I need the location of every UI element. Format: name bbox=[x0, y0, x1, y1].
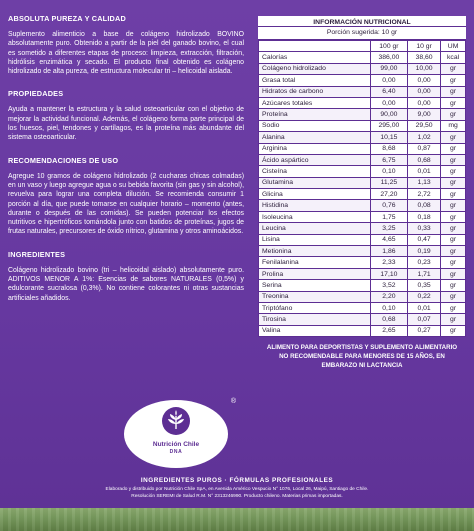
footer bbox=[0, 477, 474, 501]
value-10g: 0,68 bbox=[408, 154, 441, 165]
nutrient-name: Treonina bbox=[259, 291, 371, 302]
nutrition-row bbox=[259, 52, 466, 63]
nutrient-name: Ácido aspártico bbox=[259, 154, 371, 165]
unit: gr bbox=[441, 257, 466, 268]
value-10g: 0,33 bbox=[408, 223, 441, 234]
header-100g: 100 gr bbox=[370, 41, 407, 52]
value-10g: 0,01 bbox=[408, 166, 441, 177]
nutrient-name: Proteína bbox=[259, 109, 371, 120]
section-usage bbox=[8, 156, 244, 237]
unit: gr bbox=[441, 325, 466, 336]
nutrition-row bbox=[259, 63, 466, 74]
nutrient-name: Fenilalanina bbox=[259, 257, 371, 268]
section-ingredients bbox=[8, 250, 244, 303]
nutrient-name: Azúcares totales bbox=[259, 97, 371, 108]
value-100g: 3,52 bbox=[370, 280, 407, 291]
unit: gr bbox=[441, 75, 466, 86]
warning-line: ALIMENTO PARA DEPORTISTAS Y SUPLEMENTO ALIMENTARIO bbox=[266, 344, 458, 351]
value-10g: 0,01 bbox=[408, 302, 441, 313]
grass-strip bbox=[0, 508, 474, 531]
nutrition-row bbox=[259, 189, 466, 200]
value-10g: 0,08 bbox=[408, 200, 441, 211]
unit: gr bbox=[441, 302, 466, 313]
value-100g: 8,68 bbox=[370, 143, 407, 154]
nutrient-name: Colágeno hidrolizado bbox=[259, 63, 371, 74]
value-10g: 9,00 bbox=[408, 109, 441, 120]
nutrition-row bbox=[259, 166, 466, 177]
warning-text bbox=[258, 343, 466, 370]
value-100g: 27,20 bbox=[370, 189, 407, 200]
nutrient-name: Tirosina bbox=[259, 314, 371, 325]
unit: gr bbox=[441, 291, 466, 302]
nutrient-name: Glicina bbox=[259, 189, 371, 200]
section-heading: INGREDIENTES bbox=[8, 249, 66, 259]
nutrition-serving: Porción sugerida: 10 gr bbox=[258, 27, 466, 40]
unit: gr bbox=[441, 154, 466, 165]
value-10g: 2,72 bbox=[408, 189, 441, 200]
nutrition-row bbox=[259, 120, 466, 131]
nutrient-name: Histidina bbox=[259, 200, 371, 211]
value-10g: 1,02 bbox=[408, 132, 441, 143]
unit: gr bbox=[441, 200, 466, 211]
value-10g: 1,13 bbox=[408, 177, 441, 188]
nutrition-row bbox=[259, 109, 466, 120]
value-10g: 0,00 bbox=[408, 97, 441, 108]
section-heading: ABSOLUTA PUREZA Y CALIDAD bbox=[8, 14, 126, 23]
unit: gr bbox=[441, 189, 466, 200]
left-column bbox=[8, 14, 244, 316]
value-100g: 2,20 bbox=[370, 291, 407, 302]
value-10g: 0,23 bbox=[408, 257, 441, 268]
unit: gr bbox=[441, 223, 466, 234]
nutrient-name: Lisina bbox=[259, 234, 371, 245]
nutrient-name: Grasa total bbox=[259, 75, 371, 86]
value-10g: 0,27 bbox=[408, 325, 441, 336]
brand-sub: DNA bbox=[169, 449, 183, 455]
value-100g: 11,25 bbox=[370, 177, 407, 188]
footer-tagline: INGREDIENTES PUROS · FÓRMULAS PROFESIONALES bbox=[140, 477, 334, 484]
nutrition-row bbox=[259, 75, 466, 86]
header-unit: UM bbox=[441, 41, 466, 52]
nutrient-name: Prolina bbox=[259, 268, 371, 279]
nutrition-row bbox=[259, 302, 466, 313]
nutrition-row bbox=[259, 143, 466, 154]
value-10g: 0,19 bbox=[408, 246, 441, 257]
section-heading: RECOMENDACIONES DE USO bbox=[8, 155, 119, 165]
value-10g: 38,60 bbox=[408, 52, 441, 63]
unit: gr bbox=[441, 166, 466, 177]
value-100g: 1,75 bbox=[370, 211, 407, 222]
registered-mark: ® bbox=[230, 398, 236, 405]
value-10g: 0,22 bbox=[408, 291, 441, 302]
value-100g: 0,76 bbox=[370, 200, 407, 211]
value-10g: 29,50 bbox=[408, 120, 441, 131]
unit: gr bbox=[441, 234, 466, 245]
nutrient-name: Leucina bbox=[259, 223, 371, 234]
section-text: Colágeno hidrolizado bovino (tri – helicoidal aislado) absolutamente puro. ADITIVOS MENOR A 1%: Esencias de sabores NATURALES (0,5%) y edulcorante sucralosa (0,3%). No contiene colorantes ni otras sustancias artificiales añadidos. bbox=[8, 266, 244, 302]
section-text: Ayuda a mantener la estructura y la salud osteoarticular con el objetivo de mejorar la actividad funcional. Además, el colágeno forma parte principal de los huesos, piel, tendones y cartílagos, es la proteína más abundante del sistema osteoarticular. bbox=[8, 106, 244, 142]
nutrition-row bbox=[259, 257, 466, 268]
nutrition-row bbox=[259, 223, 466, 234]
value-100g: 1,86 bbox=[370, 246, 407, 257]
nutrition-row bbox=[259, 234, 466, 245]
nutrient-name: Calorías bbox=[259, 52, 371, 63]
unit: gr bbox=[441, 86, 466, 97]
nutrition-row bbox=[259, 86, 466, 97]
nutrient-name: Arginina bbox=[259, 143, 371, 154]
value-10g: 0,47 bbox=[408, 234, 441, 245]
value-100g: 386,00 bbox=[370, 52, 407, 63]
value-10g: 0,00 bbox=[408, 86, 441, 97]
nutrient-name: Triptófano bbox=[259, 302, 371, 313]
unit: gr bbox=[441, 97, 466, 108]
section-heading: PROPIEDADES bbox=[8, 89, 64, 99]
value-100g: 0,00 bbox=[370, 97, 407, 108]
nutrition-row bbox=[259, 132, 466, 143]
nutrition-title: INFORMACIÓN NUTRICIONAL bbox=[258, 16, 466, 27]
brand-logo bbox=[124, 398, 236, 468]
nutrition-row bbox=[259, 280, 466, 291]
nutrient-name: Glutamina bbox=[259, 177, 371, 188]
value-10g: 10,00 bbox=[408, 63, 441, 74]
value-100g: 99,00 bbox=[370, 63, 407, 74]
value-100g: 0,68 bbox=[370, 314, 407, 325]
value-100g: 2,65 bbox=[370, 325, 407, 336]
value-100g: 90,00 bbox=[370, 109, 407, 120]
unit: gr bbox=[441, 246, 466, 257]
nutrition-row bbox=[259, 291, 466, 302]
value-100g: 0,10 bbox=[370, 302, 407, 313]
value-10g: 1,71 bbox=[408, 268, 441, 279]
header-nutrient bbox=[259, 41, 371, 52]
unit: gr bbox=[441, 314, 466, 325]
nutrition-row bbox=[259, 246, 466, 257]
nutrition-row bbox=[259, 325, 466, 336]
unit: gr bbox=[441, 132, 466, 143]
nutrition-rows bbox=[259, 52, 466, 337]
value-10g: 0,07 bbox=[408, 314, 441, 325]
nutrient-name: Metionina bbox=[259, 246, 371, 257]
value-100g: 295,00 bbox=[370, 120, 407, 131]
unit: gr bbox=[441, 63, 466, 74]
nutrition-row bbox=[259, 200, 466, 211]
value-100g: 6,40 bbox=[370, 86, 407, 97]
nutrition-row bbox=[259, 154, 466, 165]
section-text: Agregue 10 gramos de colágeno hidrolizado (2 cucharas chicas colmadas) en un vaso y luego agregue agua o su bebida favorita (sin gas y sin alcohol), revuelva para lograr una completa dilución. Se recomienda consumir 1 porción al día, que puede tomarse en cualquier horario – momento (antes, durante o después de las comidas). Se pueden potenciar los efectos nutritivos e hipertróficos tomándola junto con batidos de proteínas, jugos de frutas naturales, precursores de óxido nítrico, glutamina y otros aminoácidos. bbox=[8, 172, 244, 236]
warning-line: NO RECOMENDABLE PARA MENORES DE 15 AÑOS, EN bbox=[279, 353, 445, 360]
value-100g: 3,25 bbox=[370, 223, 407, 234]
nutrition-row bbox=[259, 97, 466, 108]
nutrient-name: Valina bbox=[259, 325, 371, 336]
footer-line1: Elaborado y distribuido por Nutrición Chile SpA, en Avenida Américo Vespucio N° 1076, Local 26, Maipú, Santiago de Chile. bbox=[105, 487, 369, 492]
unit: kcal bbox=[441, 52, 466, 63]
value-100g: 2,33 bbox=[370, 257, 407, 268]
unit: gr bbox=[441, 109, 466, 120]
nutrient-name: Serina bbox=[259, 280, 371, 291]
header-10g: 10 gr bbox=[408, 41, 441, 52]
unit: gr bbox=[441, 211, 466, 222]
warning-line: EMBARAZO NI LACTANCIA bbox=[321, 362, 403, 369]
nutrient-name: Sodio bbox=[259, 120, 371, 131]
nutrient-name: Alanina bbox=[259, 132, 371, 143]
unit: gr bbox=[441, 177, 466, 188]
value-10g: 0,18 bbox=[408, 211, 441, 222]
brand-name: Nutrición Chile bbox=[152, 441, 200, 448]
nutrition-row bbox=[259, 177, 466, 188]
nutrition-row bbox=[259, 314, 466, 325]
nutrition-row bbox=[259, 211, 466, 222]
unit: mg bbox=[441, 120, 466, 131]
nutrition-header-row bbox=[259, 41, 466, 52]
nutrition-table bbox=[258, 16, 466, 337]
unit: gr bbox=[441, 143, 466, 154]
nutrient-name: Isoleucina bbox=[259, 211, 371, 222]
grass-texture bbox=[0, 508, 474, 531]
value-10g: 0,87 bbox=[408, 143, 441, 154]
nutrient-name: Hidratos de carbono bbox=[259, 86, 371, 97]
section-text: Suplemento alimenticio a base de colágeno hidrolizado BOVINO absolutamente puro. Obtenido a partir de la piel del ganado bovino, el cual es sometido a diferentes etapas de proceso: limpieza, extracción, filtración, hidrólisis enzimática y secado. El producto final obtenido es colágeno hidrolizado de alta pureza, de estructura molecular tri – helicoidal aislada. bbox=[8, 31, 244, 76]
leaf-icon bbox=[162, 407, 190, 435]
value-100g: 17,10 bbox=[370, 268, 407, 279]
value-100g: 4,65 bbox=[370, 234, 407, 245]
nutrition-row bbox=[259, 268, 466, 279]
unit: gr bbox=[441, 268, 466, 279]
section-properties bbox=[8, 89, 244, 142]
section-purity bbox=[8, 14, 244, 76]
value-10g: 0,35 bbox=[408, 280, 441, 291]
nutrient-name: Cisteína bbox=[259, 166, 371, 177]
value-100g: 0,00 bbox=[370, 75, 407, 86]
value-100g: 6,75 bbox=[370, 154, 407, 165]
value-10g: 0,00 bbox=[408, 75, 441, 86]
value-100g: 0,10 bbox=[370, 166, 407, 177]
value-100g: 10,15 bbox=[370, 132, 407, 143]
footer-line2: Resolución SEREMI de Salud R.M. N° 2313246990. Producto chileno. Materias primas importadas. bbox=[131, 493, 343, 499]
nutrition-grid bbox=[258, 40, 466, 337]
unit: gr bbox=[441, 280, 466, 291]
